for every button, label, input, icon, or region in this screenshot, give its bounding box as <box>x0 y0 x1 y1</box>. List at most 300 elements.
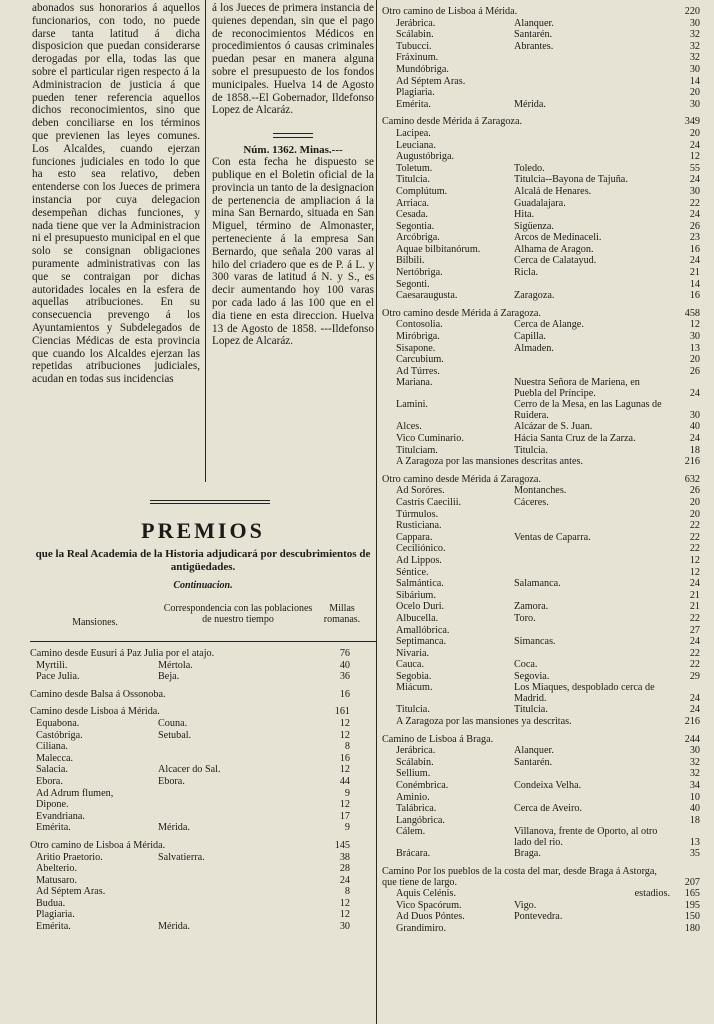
miles-value: 30 <box>689 185 700 197</box>
table-row <box>382 567 700 579</box>
modern-town: Salvatierra. <box>158 851 205 863</box>
right-routes-table <box>382 6 700 940</box>
mansion-name: Salmántica. <box>396 578 444 590</box>
col1-paragraph: abonados sus honorarios á aquellos funcionarios, con todo, no puede darse tanta latitud á dicha disposicion que puedan considerarse derogadas por ella, todas las que sobre el particular rigen respecto á la Administracion de justicia á que pueden tener referencia aquellos dichos reconocimientos, sino que deben conciliarse en los términos que previenen las leyes comunes. Los Alcaldes, cuando ejerzan funciones judiciales en todo lo que ha esto sea relativo, deben entenderse con los Jueces de primera instancia por cuya delegacion desempeñan dichas funciones, y nada tiene que ver la Administracion ni el presupuesto municipal en el que solo se consignan obligaciones puramente administrativas con las que se contraigan por dichas autoridades locales en la esfera de aquellas atribuciones. En su consecuencia prevengo á los Ayuntamientos y Subdelegados de Ciencias Médicas de esta provincia que cuando los Alcaldes ejerzan las repetidas atribuciones judiciales, acudan en todas sus incidencias <box>32 2 200 386</box>
modern-town: Cerca de Aveiro. <box>514 803 582 815</box>
col2-block <box>212 2 374 348</box>
mansion-name: Vico Spacórum. <box>396 899 462 911</box>
table-row <box>30 811 376 823</box>
modern-town: Capilla. <box>514 331 546 343</box>
mansion-name: Bilbili. <box>396 255 425 267</box>
miles-value: 20 <box>689 87 700 99</box>
table-row <box>382 704 700 716</box>
header-mansiones: Mansiones. <box>72 617 118 628</box>
route-heading: Camino desde Balsa á Ossonoba. <box>30 688 166 700</box>
modern-town: Braga. <box>514 848 541 860</box>
table-row <box>382 186 700 198</box>
table-row <box>382 601 700 613</box>
modern-town: Santarén. <box>514 29 553 41</box>
miles-value: 22 <box>689 612 700 624</box>
mansion-name: Langóbrica. <box>396 814 445 826</box>
modern-town: Titulcia. <box>514 704 548 716</box>
table-row <box>382 716 700 728</box>
mansion-name: Titulcia. <box>396 174 430 186</box>
minas-text: Con esta fecha he dispuesto se publique en el Boletin oficial de la provincia un tanto de la designacion de pertenencia de ampliacion á la mina San Bernardo, situada en San Miguel, término de Almonaster, perteneciente á la empresa San Bernardo, que señala 200 varas al hilo del criadero que es de P. á L. y 300 varas de latitud á N. y S., es decir aumentando hoy 100 varas por cada lado á las 100 que en el dia tiene en esta direccion. Huelva 13 de Agosto de 1858. ---Ildefonso Lopez de Alcaráz. <box>212 156 374 348</box>
miles-value: 216 <box>684 456 700 468</box>
miles-value: 21 <box>689 601 700 613</box>
table-row <box>30 799 376 811</box>
table-row <box>30 741 376 753</box>
miles-value: 22 <box>689 659 700 671</box>
table-row <box>382 636 700 648</box>
modern-town: Mérida. <box>158 822 190 834</box>
miles-value: 9 <box>344 787 350 799</box>
mansion-name: Leuciana. <box>396 139 436 151</box>
miles-value: 24 <box>689 693 700 705</box>
mansion-name: Ad Séptem Aras. <box>396 75 466 87</box>
table-row <box>30 909 376 921</box>
table-row <box>30 898 376 910</box>
mansion-name: Arriaca. <box>396 197 430 209</box>
table-row <box>382 792 700 804</box>
route-total: 349 <box>684 116 700 128</box>
miles-value: 16 <box>689 243 700 255</box>
mansion-name: Miróbriga. <box>396 331 440 343</box>
route-total: 458 <box>684 307 700 319</box>
modern-town: Mérida. <box>514 98 546 110</box>
miles-value: 13 <box>689 342 700 354</box>
miles-value: 22 <box>689 197 700 209</box>
mansion-name: Aquae bilbitanórum. <box>396 243 481 255</box>
mansion-name: Albucella. <box>396 612 439 624</box>
modern-town: Ebora. <box>158 775 185 787</box>
miles-value: 12 <box>689 566 700 578</box>
mansion-name: Arcóbriga. <box>396 232 440 244</box>
table-row <box>382 29 700 41</box>
modern-town: Cáceres. <box>514 496 549 508</box>
route-total: 161 <box>334 706 350 718</box>
mansion-name: Segontia. <box>396 220 435 232</box>
circular-text: á los Jueces de primera instancia de quienes dependan, sin que el pago de reconocimientos Médicos en procedimientos ó causas criminales puedan pesar en manera alguna sobre el presupuesto de los fondos municipales. Huelva 14 de Agosto de 1858.--El Gobernador, Ildefonso Lopez de Alcaráz. <box>212 2 374 117</box>
modern-town: Santarén. <box>514 756 553 768</box>
mansion-name: Carcubium. <box>396 354 444 366</box>
table-row <box>382 520 700 532</box>
miles-value: 20 <box>689 127 700 139</box>
miles-value: 30 <box>689 63 700 75</box>
mansion-name: Castris Caecilii. <box>396 496 462 508</box>
miles-value: 16 <box>339 752 350 764</box>
mansion-name: Cálem. <box>396 826 426 838</box>
table-row <box>382 64 700 76</box>
table-row <box>30 822 376 834</box>
miles-value: 21 <box>689 589 700 601</box>
table-row <box>382 888 700 900</box>
mansion-name: Cauca. <box>396 659 425 671</box>
section-separator <box>150 500 270 504</box>
table-row <box>382 221 700 233</box>
mansion-name: Caesaraugusta. <box>396 290 458 302</box>
mansion-name: Malecca. <box>36 752 74 764</box>
mansion-name: Complútum. <box>396 185 448 197</box>
modern-town: Beja. <box>158 671 180 683</box>
miles-value: 12 <box>339 717 350 729</box>
miles-value: 20 <box>689 508 700 520</box>
miles-value: 24 <box>689 139 700 151</box>
route-heading: Camino Por los pueblos de la costa del mar, desde Braga á Astorga, que tiene de largo. <box>382 866 657 888</box>
modern-town: Ricla. <box>514 267 539 279</box>
table-row <box>382 911 700 923</box>
mansion-name: Scálabin. <box>396 29 434 41</box>
modern-town: Setubal. <box>158 729 192 741</box>
section-rule <box>273 133 313 138</box>
modern-town: Coca. <box>514 659 538 671</box>
modern-town: Nuestra Señora de Mariena, en Puebla del Príncipe. <box>514 377 640 400</box>
miles-value: 40 <box>689 803 700 815</box>
route-heading-row <box>382 734 700 746</box>
miles-value: 24 <box>689 636 700 648</box>
modern-town: Toro. <box>514 612 536 624</box>
mansion-name: Rusticiana. <box>396 520 442 532</box>
table-row <box>30 788 376 800</box>
modern-town: Mértola. <box>158 659 193 671</box>
mansion-name: Contosolia. <box>396 319 443 331</box>
table-row <box>30 875 376 887</box>
miles-value: 8 <box>344 741 350 753</box>
table-row <box>382 354 700 366</box>
table-row <box>382 625 700 637</box>
modern-town: Montanches. <box>514 485 567 497</box>
miles-value: 216 <box>684 716 700 728</box>
route-heading-row <box>30 840 376 852</box>
route-heading: Camino desde Eusuri á Paz Julia por el atajo. <box>30 648 215 659</box>
table-row <box>30 921 376 933</box>
mansion-name: Evandriana. <box>36 810 85 822</box>
miles-value: 12 <box>339 764 350 776</box>
miles-value: 12 <box>689 554 700 566</box>
modern-town: Cerro de la Mesa, en las Lagunas de Ruidera. <box>514 399 662 422</box>
mansion-name: Emérita. <box>36 822 71 834</box>
miles-value: 165 <box>684 888 700 899</box>
miles-value: 30 <box>689 745 700 757</box>
miles-value: 12 <box>689 151 700 163</box>
mansion-name: Toletum. <box>396 162 433 174</box>
premios-section <box>30 518 376 939</box>
miles-value: 17 <box>339 810 350 822</box>
table-row <box>382 815 700 827</box>
table-row <box>382 578 700 590</box>
modern-town: Salamanca. <box>514 578 561 590</box>
table-row <box>30 764 376 776</box>
table-row <box>30 852 376 864</box>
miles-value: 30 <box>339 921 350 933</box>
number-heading: Núm. 1362. Minas.--- <box>243 144 343 157</box>
table-row <box>382 128 700 140</box>
mansion-name: Aritio Praetorio. <box>36 851 103 863</box>
modern-town: Cerca de Calatayud. <box>514 255 597 267</box>
table-row <box>382 366 700 378</box>
mansion-name: Matusaro. <box>36 874 78 886</box>
modern-town: Abrantes. <box>514 40 554 52</box>
miles-value: 22 <box>689 520 700 532</box>
table-rule <box>30 641 376 642</box>
table-row <box>382 41 700 53</box>
mansion-name: Nertóbriga. <box>396 267 443 279</box>
route-heading: Otro camino desde Mérida á Zaragoza. <box>382 307 541 319</box>
mansion-name: Sisapone. <box>396 342 436 354</box>
modern-town: Titulcia. <box>514 444 548 456</box>
header-millas: Millas romanas. <box>323 603 361 625</box>
miles-value: 32 <box>689 40 700 52</box>
route-heading: Camino desde Mérida á Zaragoza. <box>382 116 523 128</box>
miles-value: 24 <box>689 388 700 400</box>
mansion-name: Grandimiro. <box>396 922 447 934</box>
unit-note: estadios. <box>634 888 670 899</box>
route-heading-row <box>382 6 700 18</box>
mansion-name: Equabona. <box>36 717 80 729</box>
modern-town: Alcacer do Sal. <box>158 764 221 776</box>
table-row <box>382 244 700 256</box>
mansion-name: Talábrica. <box>396 803 437 815</box>
table-row <box>382 331 700 343</box>
route-total: 145 <box>334 839 350 851</box>
mansion-name: Plagiaria. <box>36 909 75 921</box>
premios-subtitle: que la Real Academia de la Historia adjudicará por descubrimientos de antigüedades. <box>35 548 371 573</box>
table-row <box>382 279 700 291</box>
modern-town: Alanquer. <box>514 17 554 29</box>
modern-town: Simancas. <box>514 636 556 648</box>
miles-value: 26 <box>689 365 700 377</box>
mansion-name: Conémbrica. <box>396 780 449 792</box>
mansion-name: Séntice. <box>396 566 429 578</box>
mansion-name: Brácara. <box>396 848 431 860</box>
route-gap <box>382 934 700 940</box>
miles-value: 24 <box>689 209 700 221</box>
mansion-name: Pace Julia. <box>36 671 80 683</box>
miles-value: 44 <box>339 775 350 787</box>
table-row <box>382 768 700 780</box>
miles-value: 36 <box>339 671 350 683</box>
table-row <box>382 485 700 497</box>
table-row <box>30 660 376 672</box>
mansion-name: Lamini. <box>396 399 428 411</box>
table-row <box>382 682 700 704</box>
header-correspondencia: Correspondencia con las poblaciones de nuestro tiempo <box>163 603 313 625</box>
miles-value: 14 <box>689 278 700 290</box>
miles-value: 8 <box>344 886 350 898</box>
modern-town: Hita. <box>514 209 535 221</box>
route-heading-row <box>382 116 700 128</box>
mansion-name: Septimanca. <box>396 636 447 648</box>
table-row <box>382 659 700 671</box>
modern-town: Condeixa Velha. <box>514 780 582 792</box>
table-row <box>30 730 376 742</box>
miles-value: 22 <box>689 543 700 555</box>
mansion-name: Fráxinum. <box>396 52 439 64</box>
left-routes-table <box>30 648 376 939</box>
mansion-name: Segobia. <box>396 670 432 682</box>
miles-value: 22 <box>689 647 700 659</box>
miles-value: 28 <box>339 863 350 875</box>
table-header <box>30 601 376 639</box>
modern-town: Sigüenza. <box>514 220 554 232</box>
mansion-name: Mariana. <box>396 377 433 389</box>
route-heading: Camino de Lisboa á Braga. <box>382 733 494 745</box>
modern-town: Segovia. <box>514 670 550 682</box>
miles-value: 18 <box>689 444 700 456</box>
mansion-name: Nivaria. <box>396 647 430 659</box>
table-row <box>382 900 700 912</box>
miles-value: 180 <box>684 922 700 934</box>
miles-value: 24 <box>689 255 700 267</box>
mansion-name: Ocelo Duri. <box>396 601 445 613</box>
miles-value: 40 <box>689 421 700 433</box>
route-heading-row <box>382 308 700 320</box>
table-row <box>382 671 700 683</box>
mansion-name: Scálabin. <box>396 756 434 768</box>
miles-value: 26 <box>689 220 700 232</box>
mansion-name: Ad Túrres. <box>396 365 440 377</box>
table-row <box>382 543 700 555</box>
table-row <box>382 648 700 660</box>
modern-town: Ventas de Caparra. <box>514 531 591 543</box>
miles-value: 55 <box>689 162 700 174</box>
miles-value: 18 <box>689 814 700 826</box>
mansion-name: Aquis Celénis. <box>396 888 456 899</box>
route-total: 16 <box>339 688 350 700</box>
mansion-name: Ciliana. <box>36 741 68 753</box>
miles-value: 9 <box>344 822 350 834</box>
mansion-name: Sellium. <box>396 768 431 780</box>
table-row <box>382 52 700 64</box>
table-row <box>382 399 700 421</box>
table-row <box>382 99 700 111</box>
table-row <box>382 532 700 544</box>
route-heading-row <box>30 648 376 660</box>
miles-value: 32 <box>689 756 700 768</box>
miles-value: 14 <box>689 75 700 87</box>
miles-value: 26 <box>689 485 700 497</box>
mansion-name: Dipone. <box>36 799 69 811</box>
miles-value: 20 <box>689 496 700 508</box>
table-row <box>382 343 700 355</box>
modern-town: Titulcia--Bayona de Tajuña. <box>514 174 628 186</box>
modern-town: Alhama de Aragon. <box>514 243 594 255</box>
table-row <box>382 456 700 468</box>
mansion-name: Budua. <box>36 897 66 909</box>
modern-town: Mérida. <box>158 921 190 933</box>
table-row <box>382 232 700 244</box>
mansion-name: A Zaragoza por las mansiones descritas antes. <box>396 456 583 468</box>
table-row <box>30 671 376 683</box>
miles-value: 12 <box>339 897 350 909</box>
table-row <box>382 319 700 331</box>
table-row <box>382 421 700 433</box>
mansion-name: Jerábrica. <box>396 745 436 757</box>
table-row <box>30 718 376 730</box>
table-row <box>30 776 376 788</box>
table-row <box>30 863 376 875</box>
table-row <box>382 163 700 175</box>
route-heading-row <box>30 689 376 701</box>
miles-value: 10 <box>689 791 700 803</box>
miles-value: 40 <box>339 659 350 671</box>
table-row <box>382 255 700 267</box>
modern-town: Pontevedra. <box>514 911 563 923</box>
mansion-name: Ceciliónico. <box>396 543 446 555</box>
miles-value: 32 <box>689 52 700 64</box>
table-row <box>382 87 700 99</box>
mansion-name: Ad Lippos. <box>396 554 442 566</box>
miles-value: 35 <box>689 848 700 860</box>
mansion-name: Emérita. <box>36 921 71 933</box>
mansion-name: Titulcia. <box>396 704 430 716</box>
mansion-name: Ebora. <box>36 775 63 787</box>
table-row <box>382 209 700 221</box>
table-row <box>30 753 376 765</box>
miles-value: 32 <box>689 768 700 780</box>
modern-town: Guadalajara. <box>514 197 566 209</box>
route-total: 76 <box>339 648 350 659</box>
table-row <box>382 613 700 625</box>
miles-value: 30 <box>689 410 700 422</box>
table-row <box>382 803 700 815</box>
table-row <box>382 848 700 860</box>
route-heading: Otro camino de Lisboa á Mérida. <box>30 839 166 851</box>
miles-value: 12 <box>339 729 350 741</box>
mansion-name: Augustóbriga. <box>396 151 455 163</box>
modern-town: Zamora. <box>514 601 549 613</box>
mansion-name: Emérita. <box>396 98 431 110</box>
route-heading-row <box>30 706 376 718</box>
route-heading: Otro camino desde Mérida á Zaragoza. <box>382 473 541 485</box>
mansion-name: Ad Séptem Aras. <box>36 886 106 898</box>
miles-value: 12 <box>339 909 350 921</box>
mansion-name: Amallóbrica. <box>396 624 450 636</box>
table-row <box>382 826 700 848</box>
table-row <box>382 509 700 521</box>
route-heading: Camino desde Lisboa á Mérida. <box>30 706 160 718</box>
miles-value: 24 <box>689 578 700 590</box>
table-row <box>382 757 700 769</box>
miles-value: 22 <box>689 531 700 543</box>
mansion-name: Ad Adrum flumen, <box>36 787 114 799</box>
miles-value: 21 <box>689 267 700 279</box>
mansion-name: Salacia. <box>36 764 68 776</box>
mansion-name: Abelterio. <box>36 863 78 875</box>
premios-title: PREMIOS <box>141 518 265 543</box>
modern-town: Arcos de Medinaceli. <box>514 232 602 244</box>
miles-value: 150 <box>684 911 700 923</box>
route-heading-row <box>382 474 700 486</box>
table-row <box>382 198 700 210</box>
column-divider-2 <box>376 0 377 1024</box>
miles-value: 195 <box>684 899 700 911</box>
table-row <box>382 555 700 567</box>
miles-value: 27 <box>689 624 700 636</box>
miles-value: 16 <box>689 290 700 302</box>
route-gap <box>30 933 376 939</box>
modern-town: Cerca de Alange. <box>514 319 584 331</box>
table-row <box>382 590 700 602</box>
table-row <box>30 886 376 898</box>
route-heading: Otro camino de Lisboa á Mérida. <box>382 6 518 17</box>
route-total: 244 <box>684 733 700 745</box>
miles-value: 24 <box>339 874 350 886</box>
modern-town: Villanova, frente de Oporto, al otro lado del rio. <box>514 826 658 849</box>
mansion-name: Alces. <box>396 421 422 433</box>
modern-town: Alanquer. <box>514 745 554 757</box>
modern-town: Los Miaques, despoblado cerca de Madrid. <box>514 682 655 705</box>
